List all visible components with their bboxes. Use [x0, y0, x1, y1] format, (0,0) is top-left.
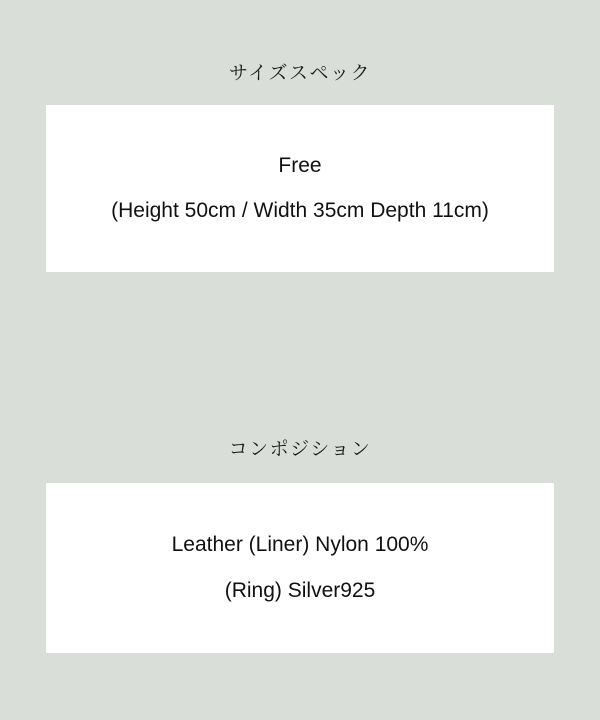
composition-line-2: (Ring) Silver925 [224, 579, 376, 602]
composition-section [0, 440, 600, 653]
size-spec-section [0, 64, 600, 272]
size-spec-line-1: Free [278, 154, 322, 178]
size-spec-panel [46, 105, 554, 272]
size-spec-heading: サイズスペック [229, 63, 371, 84]
composition-panel [46, 483, 554, 653]
size-spec-line-2: (Height 50cm / Width 35cm Depth 11cm) [111, 198, 489, 222]
composition-heading: コンポジション [228, 439, 372, 460]
composition-line-1: Leather (Liner) Nylon 100% [171, 532, 429, 556]
